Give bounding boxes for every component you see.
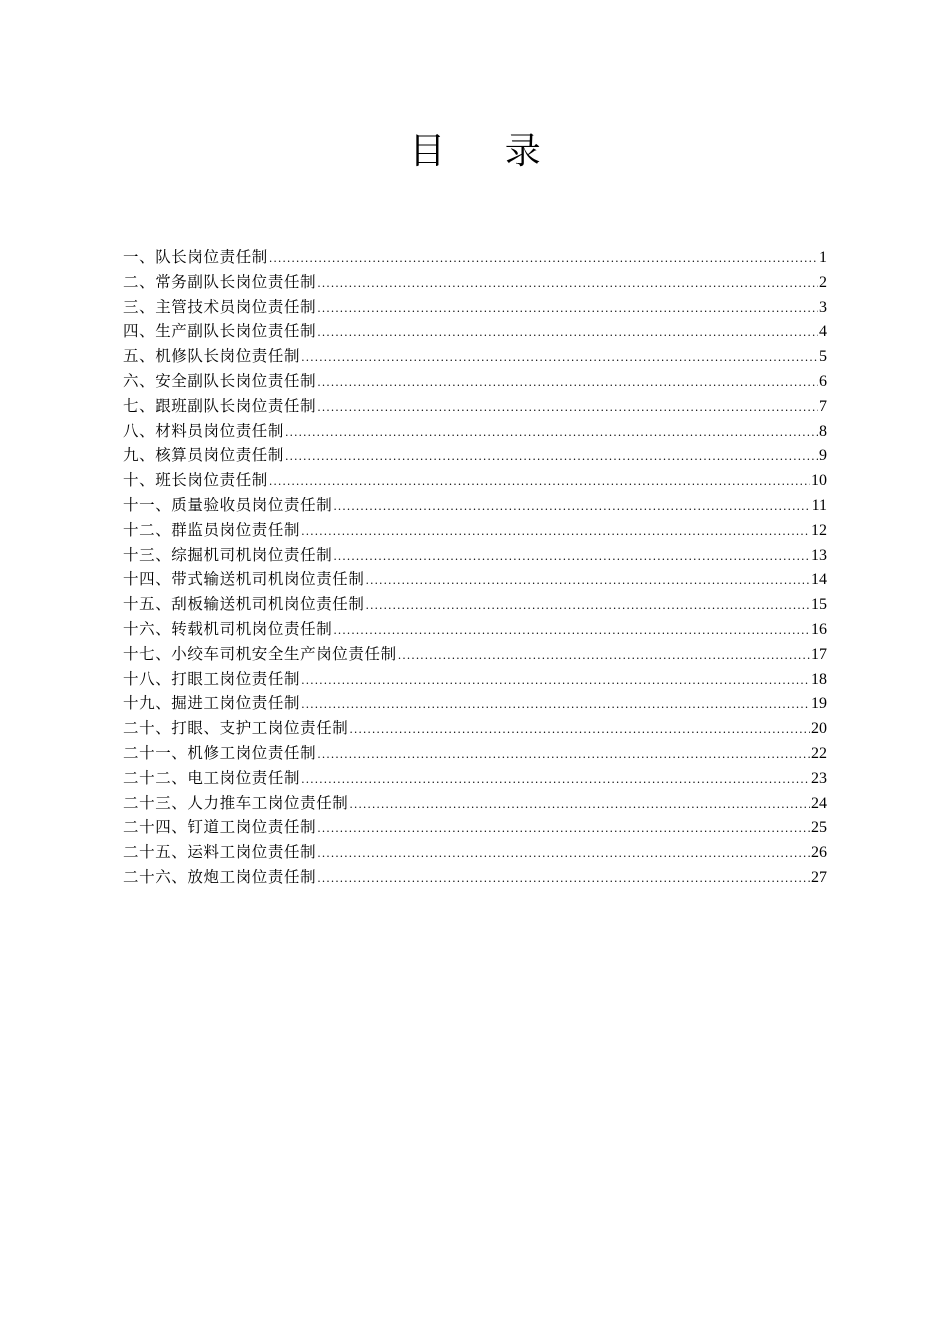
- toc-entry-label: 十六、转载机司机岗位责任制: [123, 619, 333, 638]
- toc-entry-label: 十、班长岗位责任制: [123, 471, 268, 490]
- toc-entry[interactable]: [123, 543, 827, 568]
- toc-dot-leader: [333, 619, 810, 644]
- toc-dot-leader: [366, 594, 810, 619]
- toc-entry-label: 十一、质量验收员岗位责任制: [123, 495, 333, 514]
- toc-entry-label: 八、材料员岗位责任制: [123, 421, 285, 440]
- toc-entry-page-number: 2: [819, 273, 827, 291]
- toc-entry-label: 二十四、钉道工岗位责任制: [123, 818, 317, 837]
- toc-entry-page-number: 3: [819, 298, 827, 316]
- toc-entry[interactable]: [123, 518, 827, 543]
- toc-entry-label: 二十二、电工岗位责任制: [123, 768, 301, 787]
- toc-entry[interactable]: [123, 468, 827, 493]
- toc-entry[interactable]: [123, 295, 827, 320]
- toc-entry[interactable]: [123, 369, 827, 394]
- toc-entry-page-number: 12: [811, 521, 827, 539]
- toc-entry[interactable]: [123, 245, 827, 270]
- toc-dot-leader: [333, 495, 810, 520]
- toc-dot-leader: [317, 321, 818, 346]
- toc-entry[interactable]: [123, 270, 827, 295]
- toc-entry[interactable]: [123, 617, 827, 642]
- toc-dot-leader: [301, 693, 810, 718]
- toc-entry-label: 九、核算员岗位责任制: [123, 446, 285, 465]
- toc-entry[interactable]: [123, 443, 827, 468]
- toc-entry-page-number: 9: [819, 447, 827, 465]
- toc-entry-label: 二、常务副队长岗位责任制: [123, 272, 317, 291]
- toc-entry-page-number: 11: [811, 496, 827, 514]
- toc-entry-page-number: 20: [811, 720, 827, 738]
- toc-entry[interactable]: [123, 642, 827, 667]
- toc-entry-label: 十三、综掘机司机岗位责任制: [123, 545, 333, 564]
- toc-entry-label: 四、生产副队长岗位责任制: [123, 322, 317, 341]
- toc-dot-leader: [285, 445, 818, 470]
- toc-entry-label: 三、主管技术员岗位责任制: [123, 297, 317, 316]
- toc-entry-page-number: 18: [811, 670, 827, 688]
- toc-entry-page-number: 6: [819, 372, 827, 390]
- toc-entry-page-number: 17: [811, 645, 827, 663]
- table-of-contents: [123, 245, 827, 890]
- toc-entry-page-number: 5: [819, 348, 827, 366]
- toc-entry-label: 十七、小绞车司机安全生产岗位责任制: [123, 644, 397, 663]
- toc-entry-page-number: 16: [811, 620, 827, 638]
- toc-entry[interactable]: [123, 716, 827, 741]
- toc-entry-label: 六、安全副队长岗位责任制: [123, 371, 317, 390]
- toc-entry[interactable]: [123, 766, 827, 791]
- toc-dot-leader: [317, 743, 810, 768]
- toc-entry-label: 一、队长岗位责任制: [123, 248, 268, 266]
- toc-entry-page-number: 14: [811, 571, 827, 589]
- toc-entry-label: 十二、群监员岗位责任制: [123, 520, 301, 539]
- toc-entry-label: 二十六、放炮工岗位责任制: [123, 867, 317, 886]
- toc-dot-leader: [349, 718, 810, 743]
- toc-dot-leader: [301, 520, 810, 545]
- toc-entry[interactable]: [123, 493, 827, 518]
- toc-dot-leader: [301, 669, 810, 694]
- toc-entry[interactable]: [123, 865, 827, 890]
- toc-dot-leader: [285, 421, 818, 446]
- toc-entry[interactable]: [123, 815, 827, 840]
- toc-entry-page-number: 10: [811, 472, 827, 490]
- toc-entry-label: 十八、打眼工岗位责任制: [123, 669, 301, 688]
- toc-entry[interactable]: [123, 567, 827, 592]
- toc-entry-page-number: 23: [811, 769, 827, 787]
- toc-dot-leader: [269, 470, 810, 495]
- toc-entry-label: 十九、掘进工岗位责任制: [123, 694, 301, 713]
- toc-entry-label: 七、跟班副队长岗位责任制: [123, 396, 317, 415]
- toc-dot-leader: [269, 247, 818, 272]
- toc-dot-leader: [333, 545, 810, 570]
- toc-dot-leader: [366, 569, 810, 594]
- toc-dot-leader: [317, 867, 810, 892]
- toc-dot-leader: [317, 272, 818, 297]
- toc-entry-label: 十五、刮板输送机司机岗位责任制: [123, 595, 365, 614]
- toc-dot-leader: [301, 346, 818, 371]
- toc-entry-label: 二十、打眼、支护工岗位责任制: [123, 719, 349, 738]
- toc-entry[interactable]: [123, 691, 827, 716]
- toc-entry-label: 二十五、运料工岗位责任制: [123, 843, 317, 862]
- toc-entry-page-number: 22: [811, 744, 827, 762]
- toc-entry-label: 十四、带式输送机司机岗位责任制: [123, 570, 365, 589]
- toc-dot-leader: [349, 793, 810, 818]
- toc-dot-leader: [398, 644, 810, 669]
- toc-entry[interactable]: [123, 419, 827, 444]
- toc-entry[interactable]: [123, 791, 827, 816]
- toc-entry-page-number: 7: [819, 397, 827, 415]
- toc-entry-page-number: 27: [811, 868, 827, 886]
- toc-entry[interactable]: [123, 319, 827, 344]
- toc-dot-leader: [317, 396, 818, 421]
- toc-entry-page-number: 19: [811, 695, 827, 713]
- toc-entry-page-number: 15: [811, 596, 827, 614]
- toc-entry-page-number: 4: [819, 323, 827, 341]
- toc-entry[interactable]: [123, 667, 827, 692]
- toc-entry-page-number: 24: [811, 794, 827, 812]
- toc-entry-page-number: 13: [811, 546, 827, 564]
- toc-dot-leader: [317, 297, 818, 322]
- toc-dot-leader: [317, 371, 818, 396]
- toc-entry-page-number: 25: [811, 819, 827, 837]
- toc-entry-page-number: 8: [819, 422, 827, 440]
- toc-entry-label: 二十三、人力推车工岗位责任制: [123, 793, 349, 812]
- page-title: 目 录: [409, 131, 565, 172]
- toc-entry-label: 二十一、机修工岗位责任制: [123, 743, 317, 762]
- toc-entry[interactable]: [123, 344, 827, 369]
- toc-entry-page-number: 26: [811, 844, 827, 862]
- toc-entry-label: 五、机修队长岗位责任制: [123, 347, 301, 366]
- toc-entry[interactable]: [123, 592, 827, 617]
- toc-dot-leader: [317, 817, 810, 842]
- toc-entry-page-number: 1: [819, 249, 827, 266]
- toc-dot-leader: [317, 842, 810, 867]
- toc-dot-leader: [301, 768, 810, 793]
- toc-entry[interactable]: [123, 840, 827, 865]
- toc-entry[interactable]: [123, 741, 827, 766]
- toc-entry[interactable]: [123, 394, 827, 419]
